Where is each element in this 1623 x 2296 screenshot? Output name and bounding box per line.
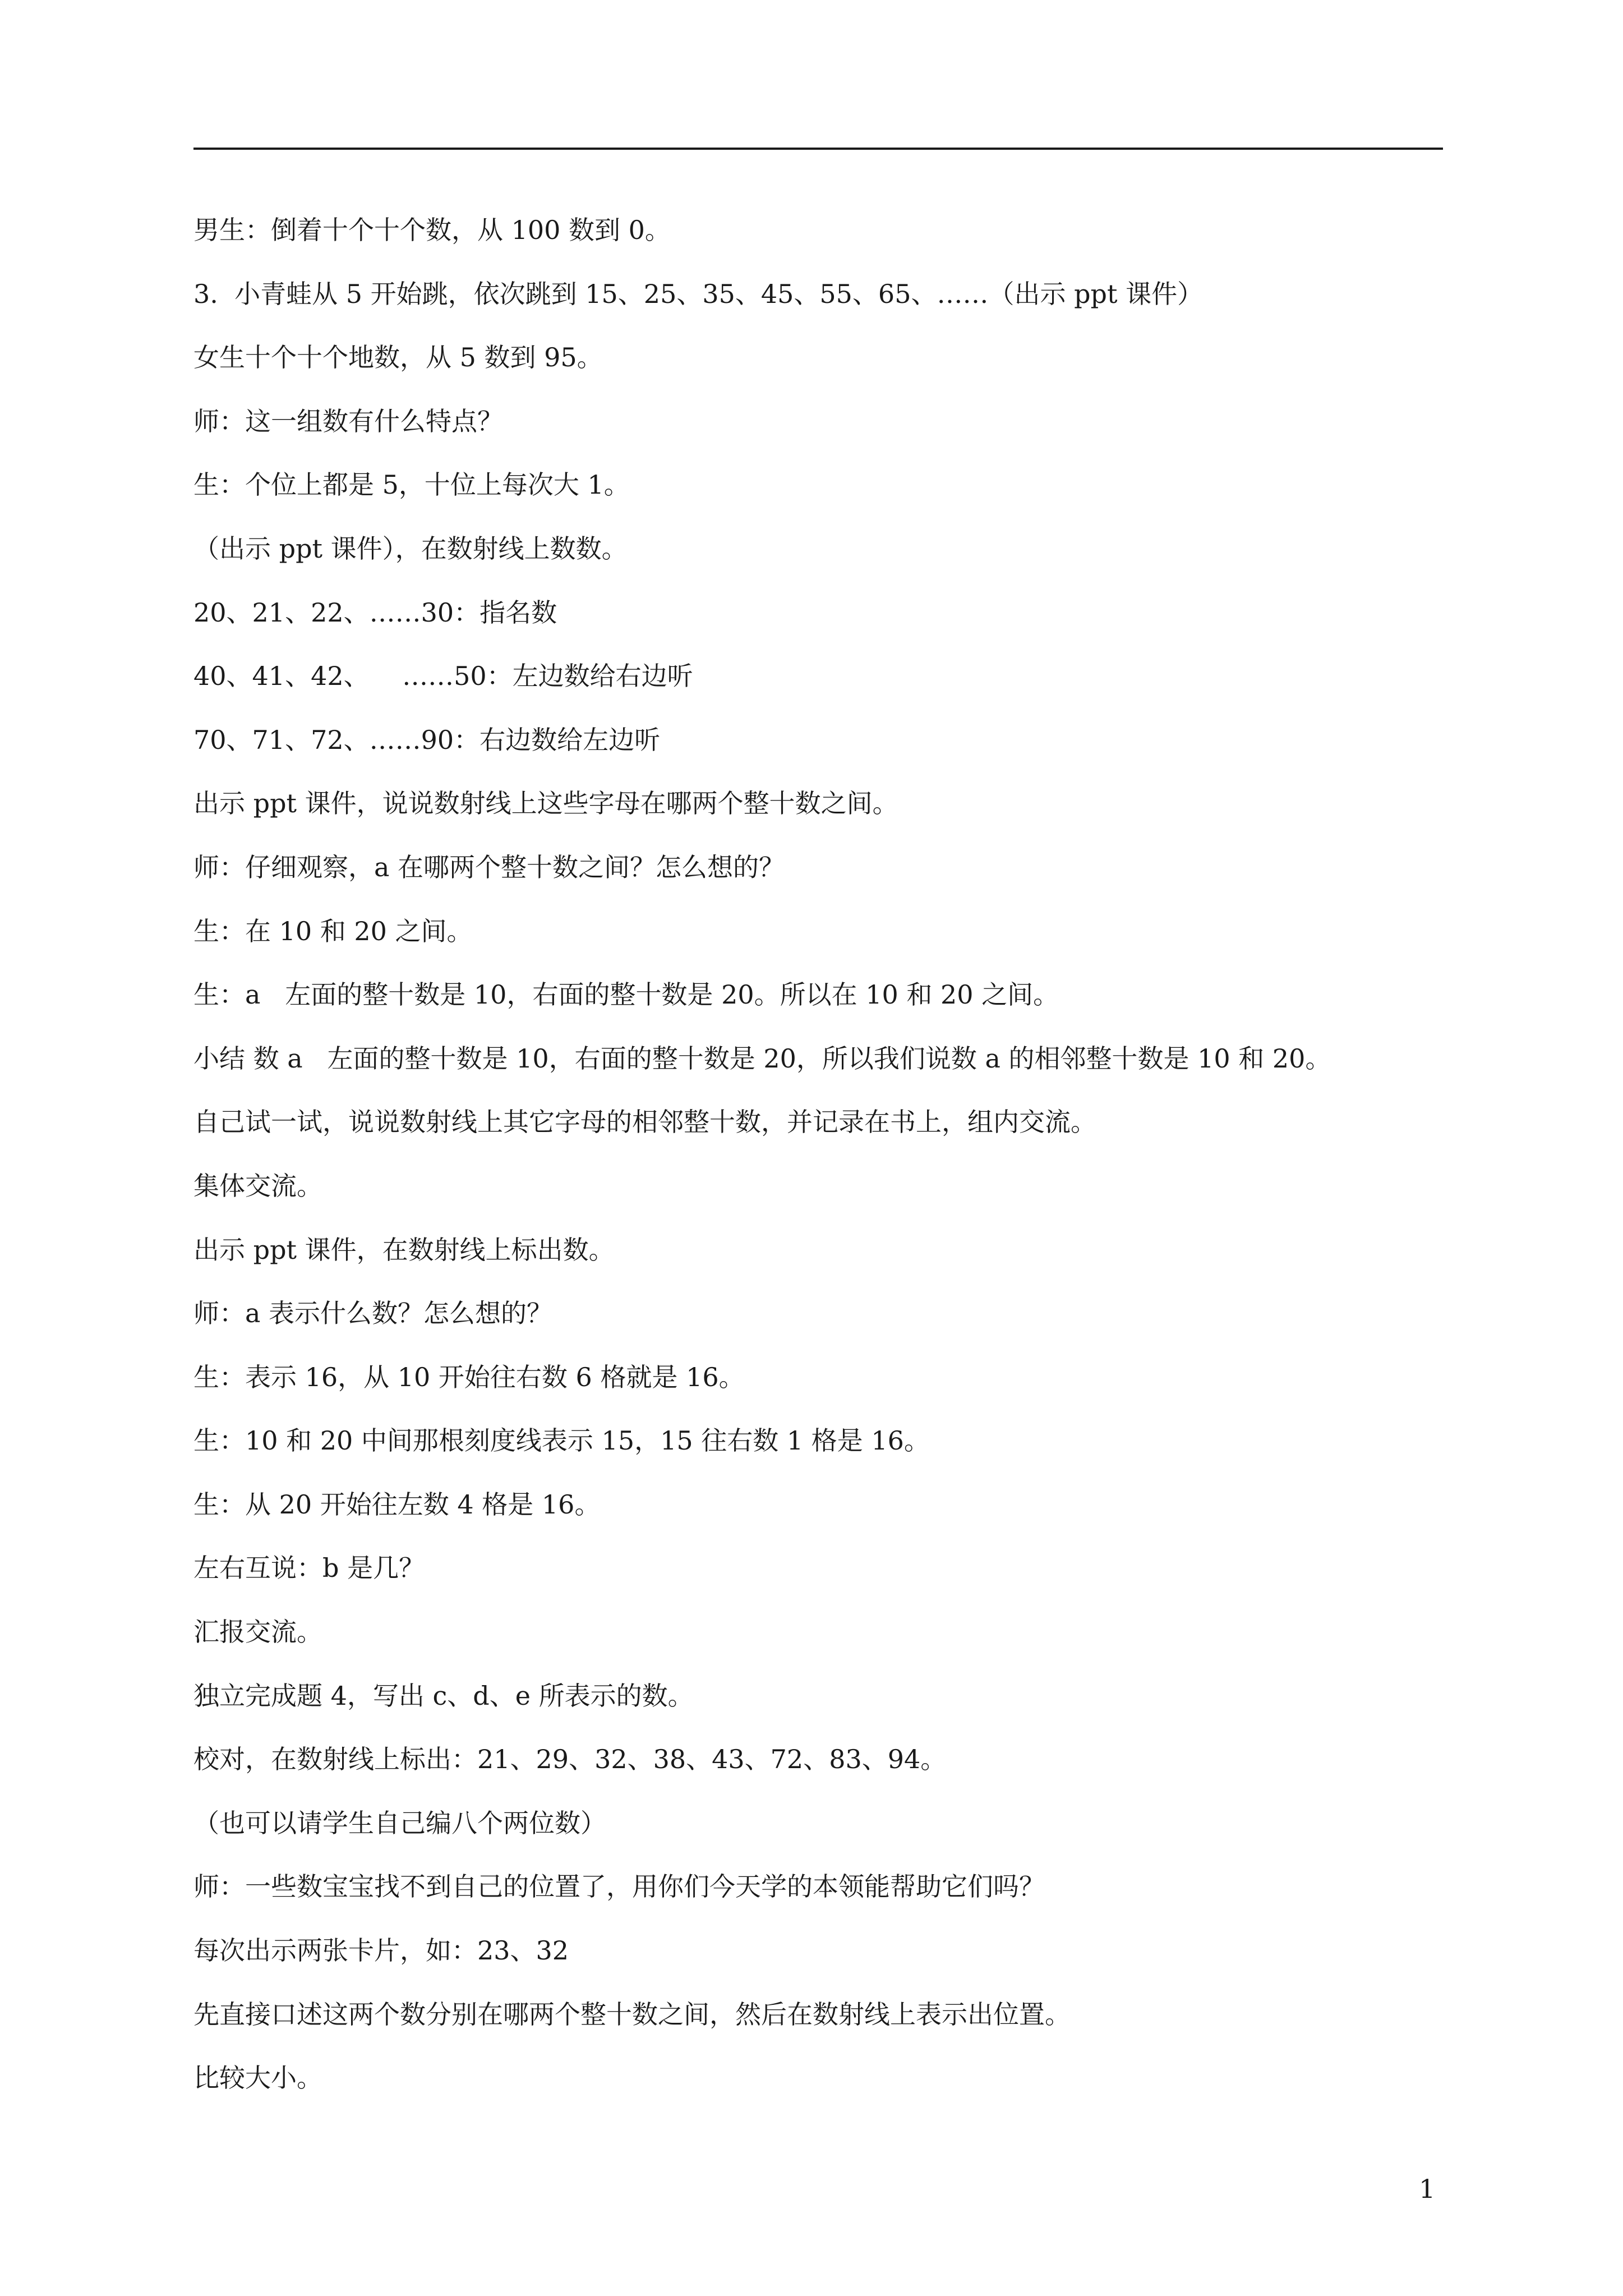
paragraph-line: 生：表示 16，从 10 开始往右数 6 格就是 16。 bbox=[193, 1361, 745, 1392]
paragraph-line: 20、21、22、……30：指名数 bbox=[193, 597, 557, 628]
paragraph-line: （出示 ppt 课件），在数射线上数数。 bbox=[193, 533, 628, 564]
paragraph-line: 校对，在数射线上标出：21、29、32、38、43、72、83、94。 bbox=[193, 1744, 947, 1775]
paragraph-line: 独立完成题 4，写出 c、d、e 所表示的数。 bbox=[193, 1680, 694, 1711]
paragraph-line: 出示 ppt 课件，在数射线上标出数。 bbox=[193, 1234, 615, 1265]
document-body bbox=[193, 208, 1443, 2119]
paragraph-line: 生：在 10 和 20 之间。 bbox=[193, 915, 473, 946]
paragraph-line: 师：a 表示什么数？怎么想的？ bbox=[193, 1298, 553, 1329]
paragraph-line: 出示 ppt 课件，说说数射线上这些字母在哪两个整十数之间。 bbox=[193, 788, 898, 819]
paragraph-line: 70、71、72、……90：右边数给左边听 bbox=[193, 724, 661, 755]
paragraph-line: 先直接口述这两个数分别在哪两个整十数之间，然后在数射线上表示出位置。 bbox=[193, 1999, 1071, 2030]
paragraph-line: 汇报交流。 bbox=[193, 1617, 322, 1648]
paragraph-line: 生：10 和 20 中间那根刻度线表示 15，15 往右数 1 格是 16。 bbox=[193, 1425, 930, 1456]
paragraph-line: 集体交流。 bbox=[193, 1170, 322, 1201]
paragraph-line: 小结 数 a 左面的整十数是 10，右面的整十数是 20，所以我们说数 a 的相邻整十数是 10 和 20。 bbox=[193, 1043, 1331, 1074]
paragraph-line: 40、41、42、 ……50：左边数给右边听 bbox=[193, 661, 693, 692]
paragraph-line: 左右互说：b 是几？ bbox=[193, 1553, 425, 1584]
paragraph-line: 比较大小。 bbox=[193, 2063, 322, 2093]
paragraph-line: 生：个位上都是 5，十位上每次大 1。 bbox=[193, 470, 630, 500]
paragraph-line: 女生十个十个地数，从 5 数到 95。 bbox=[193, 342, 603, 373]
paragraph-line: 3. 小青蛙从 5 开始跳，依次跳到 15、25、35、45、55、65、……（出示 ppt 课件） bbox=[193, 278, 1204, 309]
paragraph-line: 生：从 20 开始往左数 4 格是 16。 bbox=[193, 1489, 601, 1520]
header-rule bbox=[193, 148, 1443, 150]
paragraph-line: 男生：倒着十个十个数，从 100 数到 0。 bbox=[193, 215, 671, 245]
paragraph-line: 师：这一组数有什么特点？ bbox=[193, 406, 503, 436]
paragraph-line: （也可以请学生自己编八个两位数） bbox=[193, 1807, 606, 1838]
paragraph-line: 师：一些数宝宝找不到自己的位置了，用你们今天学的本领能帮助它们吗？ bbox=[193, 1871, 1045, 1902]
page-number: 1 bbox=[1419, 2174, 1436, 2204]
paragraph-line: 每次出示两张卡片，如：23、32 bbox=[193, 1935, 569, 1966]
paragraph-line: 师：仔细观察，a 在哪两个整十数之间？怎么想的？ bbox=[193, 852, 785, 882]
paragraph-line: 生：a 左面的整十数是 10，右面的整十数是 20。所以在 10 和 20 之间。 bbox=[193, 979, 1059, 1010]
paragraph-line: 自己试一试，说说数射线上其它字母的相邻整十数，并记录在书上，组内交流。 bbox=[193, 1107, 1096, 1138]
